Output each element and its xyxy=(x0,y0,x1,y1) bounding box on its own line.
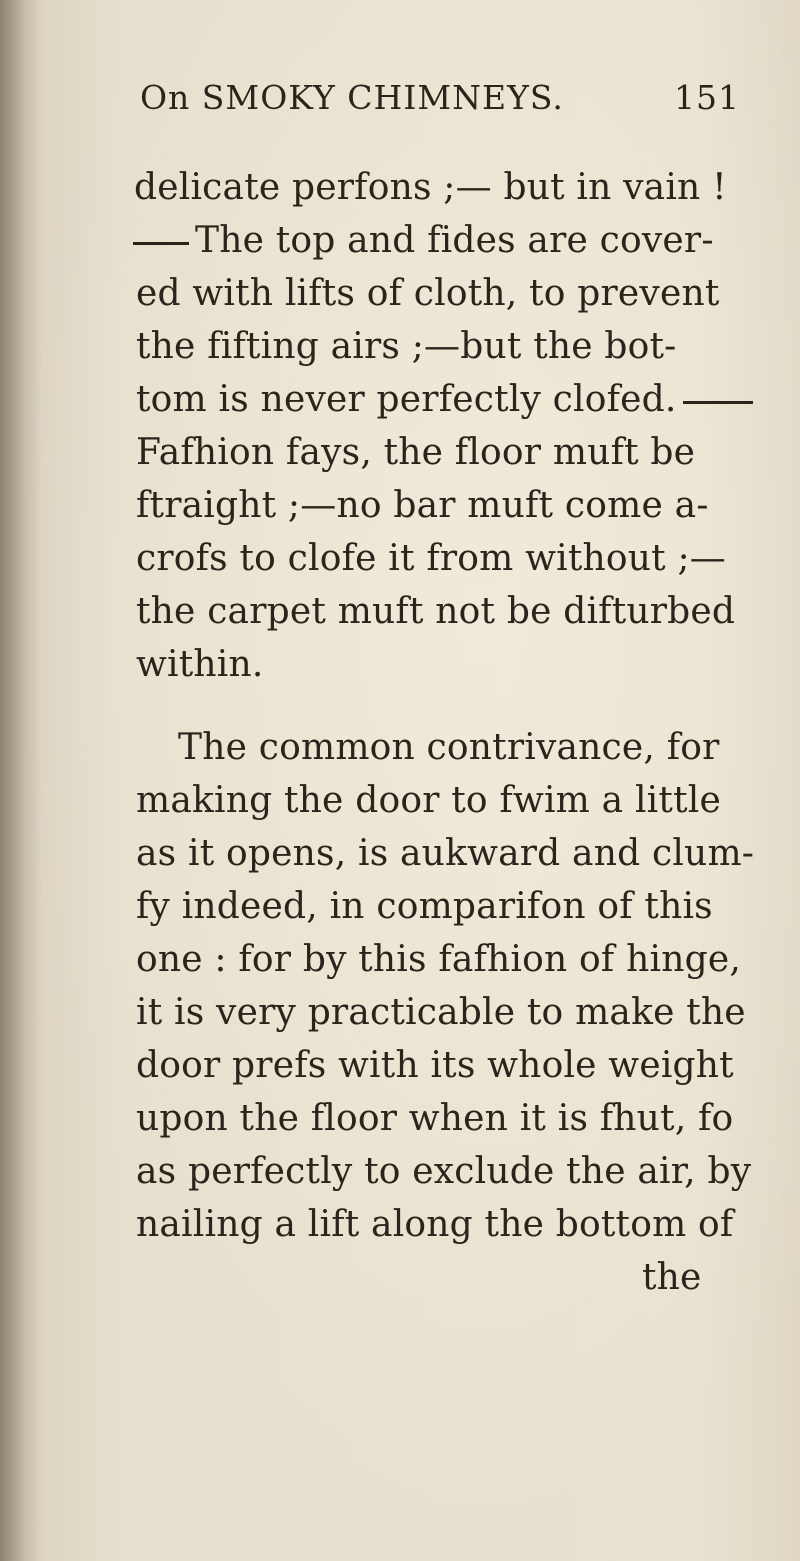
text-line: within. xyxy=(136,644,264,685)
em-dash-rule xyxy=(683,401,753,404)
text-line: door prefs with its whole weight xyxy=(136,1045,734,1086)
text-line: crofs to clofe it from without ;— xyxy=(136,538,726,579)
text-line: upon the floor when it is fhut, fo xyxy=(136,1098,734,1139)
catchword: the xyxy=(642,1257,702,1298)
text-line: Fafhion fays, the floor muft be xyxy=(136,432,696,473)
text-line: making the door to fwim a little xyxy=(136,780,721,821)
text-line: one : for by this fafhion of hinge, xyxy=(136,939,741,980)
text-line: tom is never perfectly clofed. xyxy=(136,374,753,426)
running-head-title: On SMOKY CHIMNEYS. xyxy=(140,78,564,117)
text-line: the carpet muft not be difturbed xyxy=(136,591,736,632)
text-line: it is very practicable to make the xyxy=(136,992,746,1033)
text-line: the fifting airs ;—but the bot- xyxy=(136,326,677,367)
text-line: ed with lifts of cloth, to prevent xyxy=(136,273,720,314)
page-number: 151 xyxy=(674,78,740,117)
text-line: as it opens, is aukward and clum- xyxy=(136,833,755,874)
text-line: The common contrivance, for xyxy=(178,727,720,768)
text-line: nailing a lift along the bottom of xyxy=(136,1204,734,1245)
text-line: fy indeed, in comparifon of this xyxy=(136,886,713,927)
em-dash-rule xyxy=(133,242,189,245)
text-line: ftraight ;—no bar muft come a- xyxy=(136,485,709,526)
text-line: as perfectly to exclude the air, by xyxy=(136,1151,752,1192)
text-line: delicate perfons ;— but in vain ! xyxy=(134,167,727,208)
text-line: The top and fides are cover- xyxy=(133,215,714,267)
